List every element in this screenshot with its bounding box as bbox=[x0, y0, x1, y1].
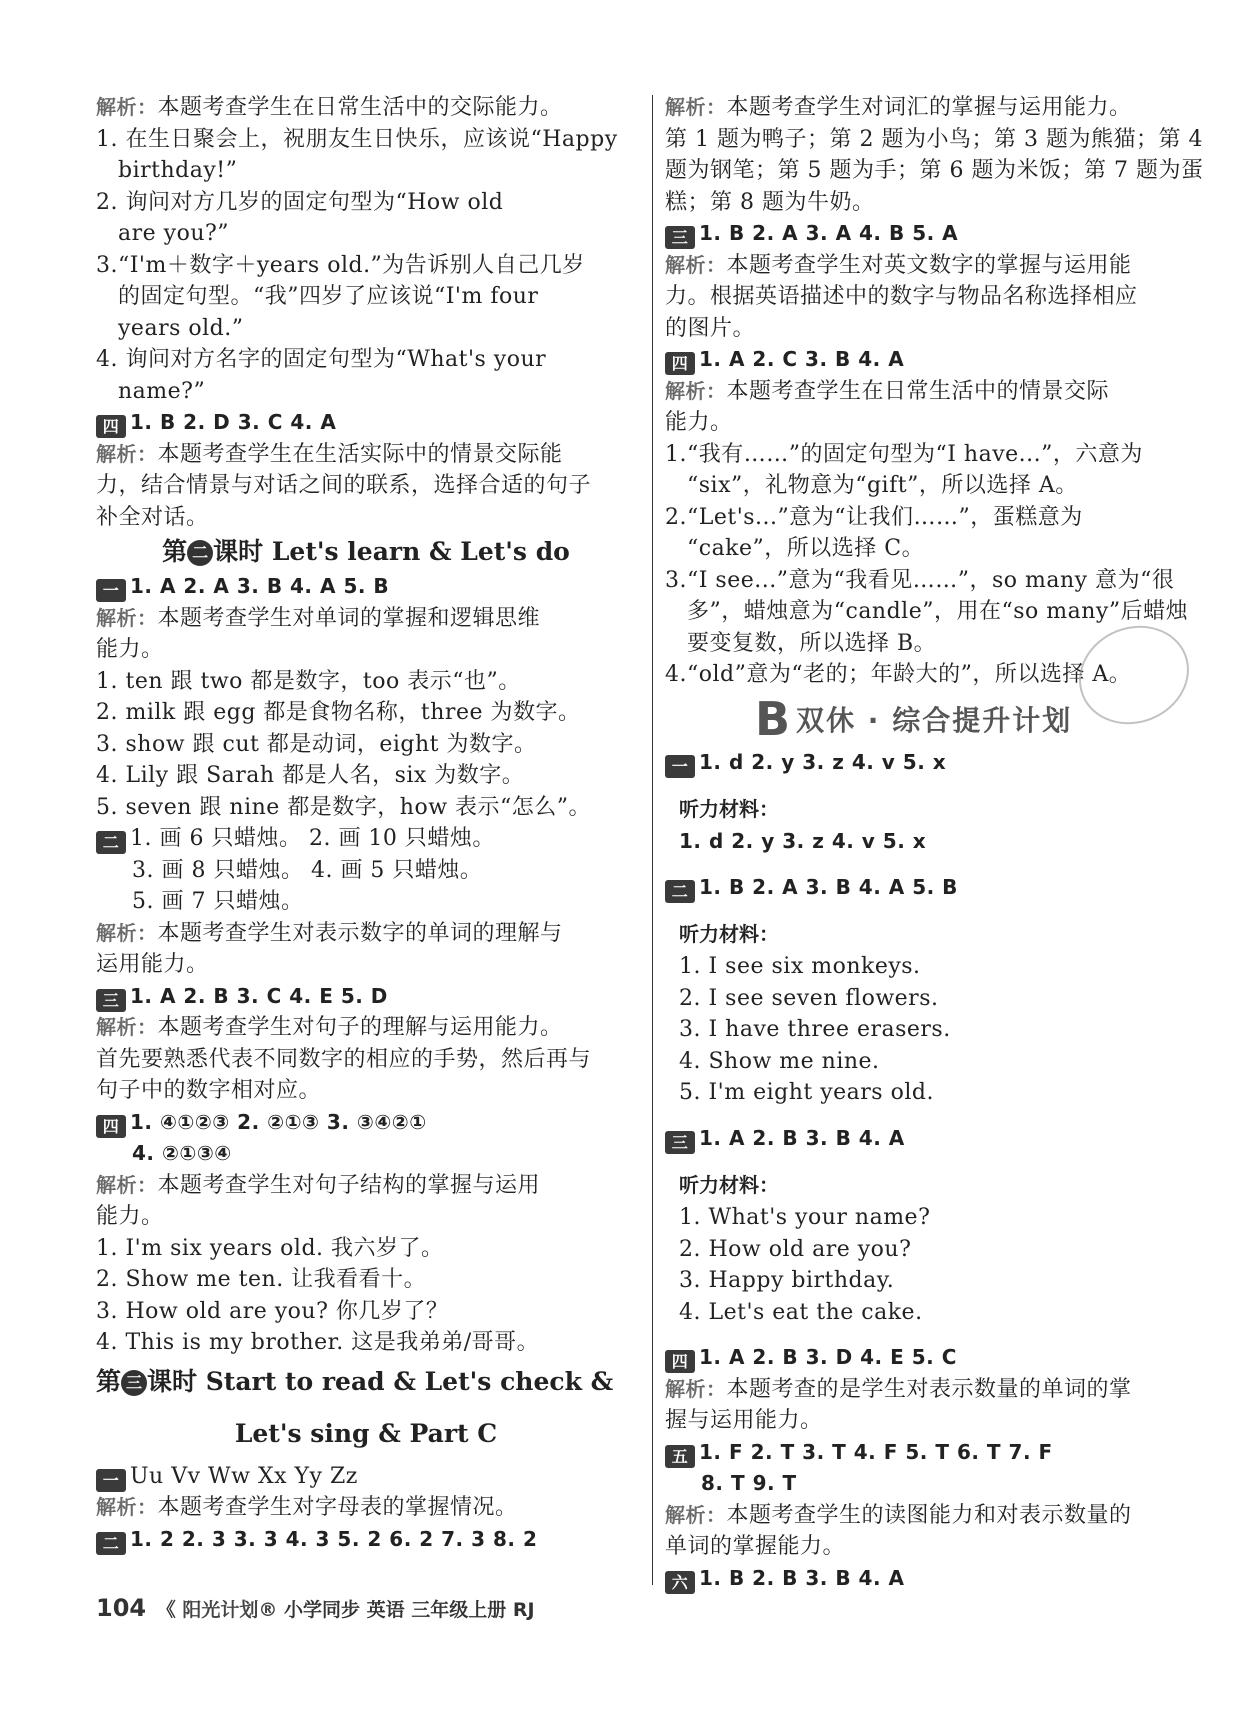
explanation-line: 的固定句型。“我”四岁了应该说“I'm four bbox=[118, 284, 539, 309]
lesson-number-badge: 二 bbox=[187, 540, 213, 566]
section-badge: 五 bbox=[665, 1445, 695, 1468]
analysis-line: 力，结合情景与对话之间的联系，选择合适的句子 bbox=[96, 473, 592, 498]
explanation-line: 1. 在生日聚会上，祝朋友生日快乐，应该说“Happy bbox=[96, 126, 618, 152]
analysis-line: 题为钢笔；第 5 题为手；第 6 题为米饭；第 7 题为蛋 bbox=[665, 158, 1204, 183]
analysis-line: 能力。 bbox=[96, 1204, 164, 1229]
explanation-line: are you?” bbox=[118, 221, 230, 246]
column-divider bbox=[652, 95, 653, 1585]
explanation-line: years old.” bbox=[118, 315, 244, 341]
section-answers: 四 1. A 2. C 3. B 4. A bbox=[665, 344, 1195, 376]
section-badge: 四 bbox=[665, 1350, 695, 1373]
section-badge: 二 bbox=[665, 880, 695, 903]
analysis-line: 的图片。 bbox=[665, 315, 756, 341]
listening-line: 2. I see seven flowers. bbox=[679, 985, 939, 1011]
section-badge: 二 bbox=[96, 831, 126, 854]
section-answers: 四 1. ④①②③ 2. ②①③ 3. ③④②① bbox=[96, 1107, 636, 1139]
analysis: 解析：本题考查学生在日常生活中的情景交际 bbox=[665, 378, 1110, 404]
brand-name: 阳光计划® bbox=[182, 1599, 278, 1621]
explanation-line: 3.“I see...”意为“我看见……”，so many 意为“很 bbox=[665, 567, 1175, 593]
lesson-heading: 第 三 课时 Start to read & Let's check & bbox=[96, 1366, 614, 1396]
analysis: 解析：本题考查学生在日常生活中的交际能力。 bbox=[96, 95, 563, 120]
explanation-line: name?” bbox=[118, 378, 206, 404]
section-answers: 一 1. A 2. A 3. B 4. A 5. B bbox=[96, 571, 636, 603]
section-answers: 六 1. B 2. B 3. B 4. A bbox=[665, 1563, 1195, 1595]
analysis: 解析：本题考查学生在生活实际中的情景交际能 bbox=[96, 441, 563, 467]
section-answers: 一 1. d 2. y 3. z 4. v 5. x bbox=[665, 747, 1195, 779]
section-badge: 四 bbox=[665, 352, 695, 375]
section-badge: 四 bbox=[96, 415, 126, 438]
section-badge: 六 bbox=[665, 1571, 695, 1594]
explanation-line: 多”，蜡烛意为“candle”，用在“so many”后蜡烛 bbox=[687, 599, 1189, 624]
lesson-heading-cont: Let's sing & Part C bbox=[234, 1418, 498, 1448]
analysis: 解析：本题考查学生对表示数字的单词的理解与 bbox=[96, 920, 563, 946]
guillemet-mark: 《 bbox=[156, 1599, 176, 1621]
section-answers: 二 1. 2 2. 3 3. 3 4. 3 5. 2 6. 2 7. 3 8. 2 bbox=[96, 1524, 636, 1556]
banner-title: 双休 · 综合提升计划 bbox=[796, 703, 1073, 737]
analysis-line: 句子中的数字相对应。 bbox=[96, 1078, 322, 1103]
right-column bbox=[665, 92, 1204, 1594]
section-answers: 五 1. F 2. T 3. T 4. F 5. T 6. T 7. F bbox=[665, 1437, 1195, 1469]
listening-line: 5. I'm eight years old. bbox=[679, 1080, 934, 1105]
section-badge: 一 bbox=[96, 1469, 126, 1492]
analysis-line: 糕；第 8 题为牛奶。 bbox=[665, 189, 875, 215]
section-answers: 二 1. B 2. A 3. B 4. A 5. B bbox=[665, 872, 1195, 904]
section-answers: 二 1. 画 6 只蜡烛。 2. 画 10 只蜡烛。 bbox=[96, 823, 636, 855]
left-column bbox=[96, 92, 636, 1555]
section-badge: 一 bbox=[665, 755, 695, 778]
explanation-line: 2.“Let's...”意为“让我们……”，蛋糕意为 bbox=[665, 504, 1083, 530]
analysis: 解析：本题考查学生对句子的理解与运用能力。 bbox=[96, 1015, 563, 1040]
analysis-line: 单词的掌握能力。 bbox=[665, 1534, 846, 1559]
section-answers: 三 1. B 2. A 3. A 4. B 5. A bbox=[665, 218, 1195, 250]
explanation-line: 1.“我有……”的固定句型为“I have...”，六意为 bbox=[665, 441, 1143, 467]
analysis-line: 首先要熟悉代表不同数字的相应的手势，然后再与 bbox=[96, 1046, 592, 1072]
analysis-line: 运用能力。 bbox=[96, 952, 209, 977]
b-logo: B bbox=[755, 691, 791, 746]
analysis-line: 握与运用能力。 bbox=[665, 1408, 823, 1433]
explanation-line: birthday!” bbox=[118, 158, 238, 183]
section-answers: 三 1. A 2. B 3. B 4. A bbox=[665, 1123, 1195, 1155]
section-badge: 一 bbox=[96, 579, 126, 602]
analysis: 解析：本题考查学生的读图能力和对表示数量的 bbox=[665, 1502, 1132, 1528]
section-answers: 四 1. B 2. D 3. C 4. A bbox=[96, 407, 636, 439]
explanation-line: 2. 询问对方几岁的固定句型为“How old bbox=[96, 189, 504, 215]
explanation-line: “six”，礼物意为“gift”，所以选择 A。 bbox=[687, 473, 1078, 498]
analysis: 解析：本题考查的是学生对表示数量的单词的掌 bbox=[665, 1376, 1132, 1402]
listening-line: 4. Show me nine. bbox=[679, 1048, 880, 1074]
answer-line: 4. ②①③④ bbox=[132, 1141, 232, 1165]
listening-line: 1. I see six monkeys. bbox=[679, 954, 921, 979]
analysis: 解析：本题考查学生对字母表的掌握情况。 bbox=[96, 1495, 518, 1520]
example-sentence: 4. This is my brother. 这是我弟弟/哥哥。 bbox=[96, 1330, 540, 1355]
analysis: 解析：本题考查学生对英文数字的掌握与运用能 bbox=[665, 252, 1132, 278]
lesson-number-badge: 三 bbox=[121, 1370, 147, 1396]
answer-line: 8. T 9. T bbox=[701, 1471, 797, 1495]
explanation-line: 3. show 跟 cut 都是动词，eight 为数字。 bbox=[96, 731, 537, 757]
section-answers: 三 1. A 2. B 3. C 4. E 5. D bbox=[96, 981, 636, 1013]
explanation-line: 3.“I'm＋数字＋years old.”为告诉别人自己几岁 bbox=[96, 252, 585, 278]
analysis-line: 力。根据英语描述中的数字与物品名称选择相应 bbox=[665, 284, 1138, 309]
analysis-line: 补全对话。 bbox=[96, 504, 209, 530]
analysis: 解析：本题考查学生对单词的掌握和逻辑思维 bbox=[96, 605, 541, 631]
answer-line: 3. 画 8 只蜡烛。 4. 画 5 只蜡烛。 bbox=[132, 857, 483, 883]
page-number: 104 bbox=[96, 1594, 147, 1622]
listening-line: 3. I have three erasers. bbox=[679, 1017, 951, 1042]
analysis-line: 第 1 题为鸭子；第 2 题为小鸟；第 3 题为熊猫；第 4 bbox=[665, 126, 1203, 152]
section-badge: 四 bbox=[96, 1115, 126, 1138]
page-footer bbox=[96, 1594, 535, 1622]
example-sentence: 1. I'm six years old. 我六岁了。 bbox=[96, 1235, 444, 1261]
book-title: 小学同步 英语 三年级上册 RJ bbox=[284, 1599, 535, 1621]
listening-line: 1. What's your name? bbox=[679, 1205, 931, 1230]
section-answers: 四 1. A 2. B 3. D 4. E 5. C bbox=[665, 1342, 1195, 1374]
explanation-line: 要变复数，所以选择 B。 bbox=[687, 630, 937, 656]
section-badge: 三 bbox=[665, 1131, 695, 1154]
lesson-heading: 第 二 课时 Let's learn & Let's do bbox=[162, 537, 570, 566]
explanation-line: 1. ten 跟 two 都是数字，too 表示“也”。 bbox=[96, 668, 521, 694]
section-badge: 三 bbox=[96, 989, 126, 1012]
listening-line: 3. Happy birthday. bbox=[679, 1268, 895, 1293]
explanation-line: 2. milk 跟 egg 都是食物名称，three 为数字。 bbox=[96, 700, 581, 725]
listening-line: 1. d 2. y 3. z 4. v 5. x bbox=[679, 829, 927, 853]
analysis: 解析：本题考查学生对句子结构的掌握与运用 bbox=[96, 1172, 541, 1198]
answer-line: 5. 画 7 只蜡烛。 bbox=[132, 889, 304, 914]
explanation-line: 5. seven 跟 nine 都是数字，how 表示“怎么”。 bbox=[96, 794, 592, 820]
explanation-line: 4. 询问对方名字的固定句型为“What's your bbox=[96, 347, 547, 372]
listening-line: 4. Let's eat the cake. bbox=[679, 1299, 923, 1325]
listening-material-label: 听力材料： bbox=[679, 922, 779, 946]
analysis-line: 能力。 bbox=[665, 410, 733, 435]
analysis-line: 能力。 bbox=[96, 637, 164, 662]
section-answers: 一 Uu Vv Ww Xx Yy Zz bbox=[96, 1461, 636, 1493]
listening-line: 2. How old are you? bbox=[679, 1236, 912, 1262]
listening-material-label: 听力材料： bbox=[679, 1173, 779, 1197]
explanation-line: 4. Lily 跟 Sarah 都是人名，six 为数字。 bbox=[96, 763, 525, 788]
explanation-line: “cake”，所以选择 C。 bbox=[687, 536, 925, 561]
section-badge: 三 bbox=[665, 226, 695, 249]
explanation-line: 4.“old”意为“老的；年龄大的”，所以选择 A。 bbox=[665, 662, 1132, 687]
example-sentence: 2. Show me ten. 让我看看十。 bbox=[96, 1267, 427, 1292]
listening-material-label: 听力材料： bbox=[679, 797, 779, 821]
example-sentence: 3. How old are you? 你几岁了？ bbox=[96, 1298, 449, 1324]
section-badge: 二 bbox=[96, 1532, 126, 1555]
analysis: 解析：本题考查学生对词汇的掌握与运用能力。 bbox=[665, 95, 1132, 120]
